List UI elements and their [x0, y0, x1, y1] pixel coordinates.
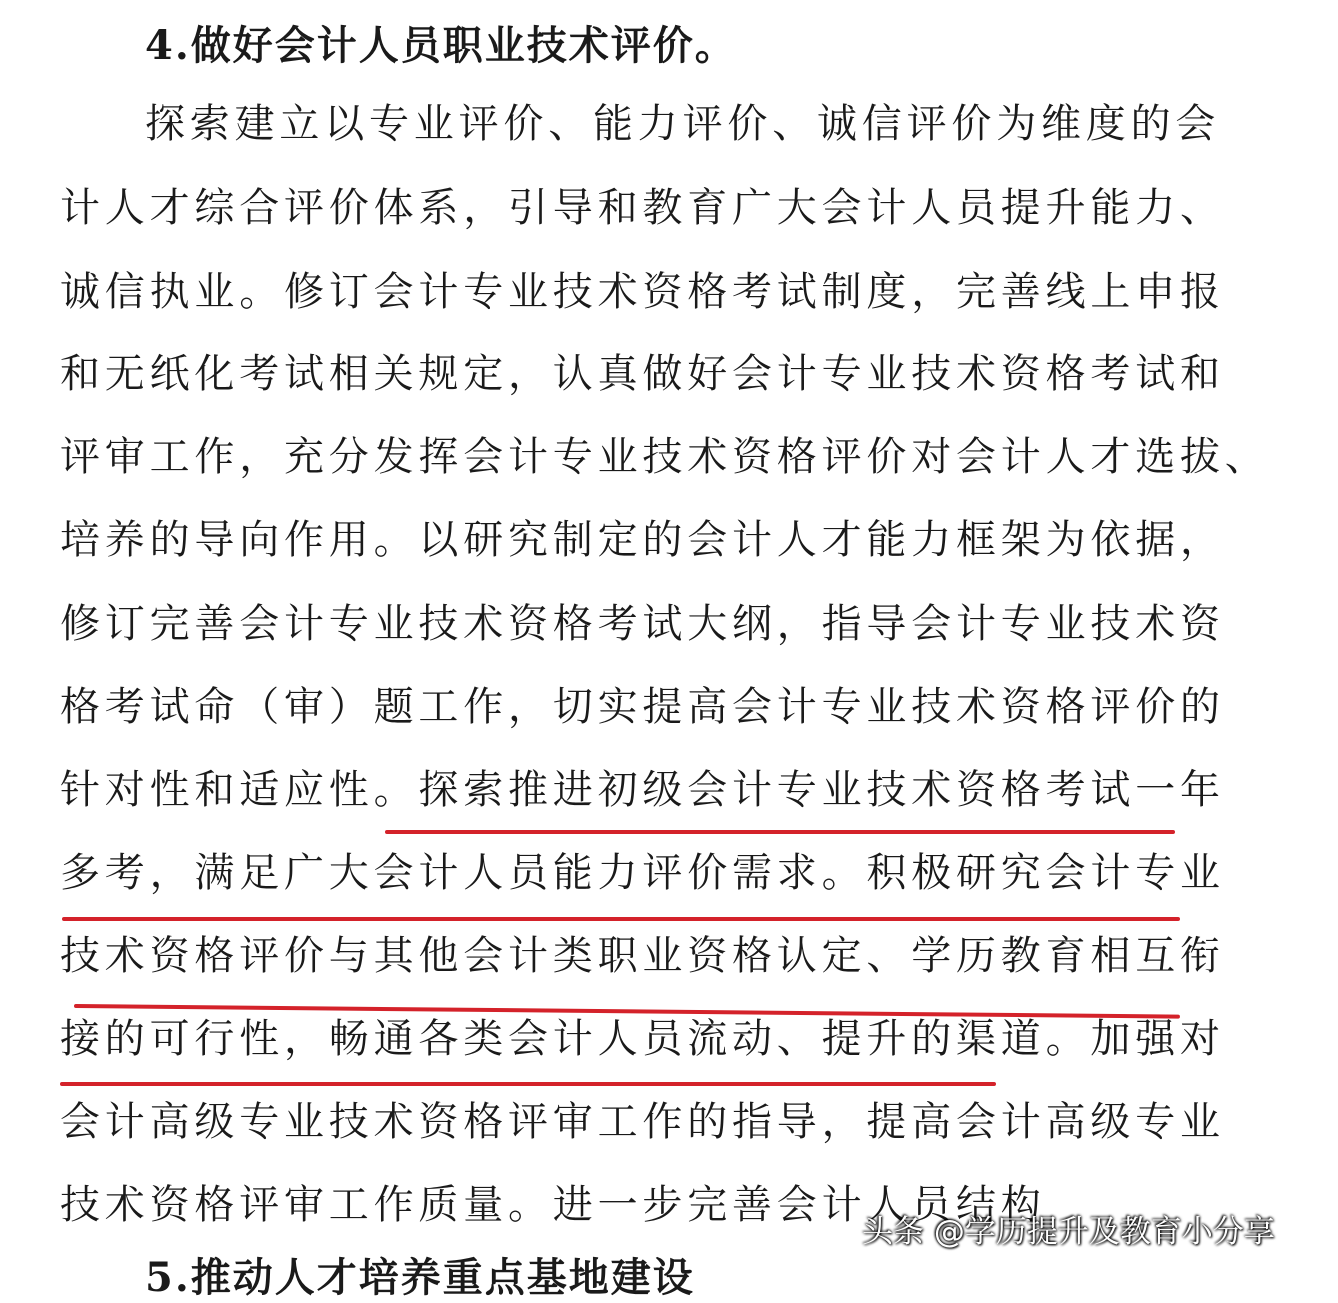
red-underline	[385, 830, 1175, 834]
paragraph-line: 针对性和适应性。探索推进初级会计专业技术资格考试一年	[60, 767, 1225, 813]
paragraph-line: 修订完善会计专业技术资格考试大纲，指导会计专业技术资	[60, 601, 1225, 647]
paragraph-line: 诚信执业。修订会计专业技术资格考试制度，完善线上申报	[60, 269, 1225, 315]
next-section-heading: 5.推动人才培养重点基地建设	[145, 1254, 695, 1301]
paragraph-line: 培养的导向作用。以研究制定的会计人才能力框架为依据，	[60, 517, 1225, 563]
paragraph-line: 技术资格评价与其他会计类职业资格认定、学历教育相互衔	[60, 933, 1225, 979]
paragraph-line: 计人才综合评价体系，引导和教育广大会计人员提升能力、	[60, 185, 1225, 231]
red-underline	[60, 1082, 996, 1086]
paragraph-line: 技术资格评审工作质量。进一步完善会计人员结构	[60, 1182, 1046, 1228]
paragraph-line: 评审工作，充分发挥会计专业技术资格评价对会计人才选拔、	[60, 434, 1270, 480]
paragraph-line: 多考，满足广大会计人员能力评价需求。积极研究会计专业	[60, 850, 1225, 896]
paragraph-line: 接的可行性，畅通各类会计人员流动、提升的渠道。加强对	[60, 1016, 1225, 1062]
section-heading: 4.做好会计人员职业技术评价。	[145, 22, 737, 69]
paragraph-line: 探索建立以专业评价、能力评价、诚信评价为维度的会	[145, 101, 1221, 147]
watermark-text: 头条 @学历提升及教育小分享	[862, 1214, 1275, 1250]
paragraph-line: 格考试命（审）题工作，切实提高会计专业技术资格评价的	[60, 684, 1225, 730]
paragraph-line: 会计高级专业技术资格评审工作的指导，提高会计高级专业	[60, 1099, 1225, 1145]
red-underline	[62, 917, 1180, 921]
paragraph-line: 和无纸化考试相关规定，认真做好会计专业技术资格考试和	[60, 351, 1225, 397]
